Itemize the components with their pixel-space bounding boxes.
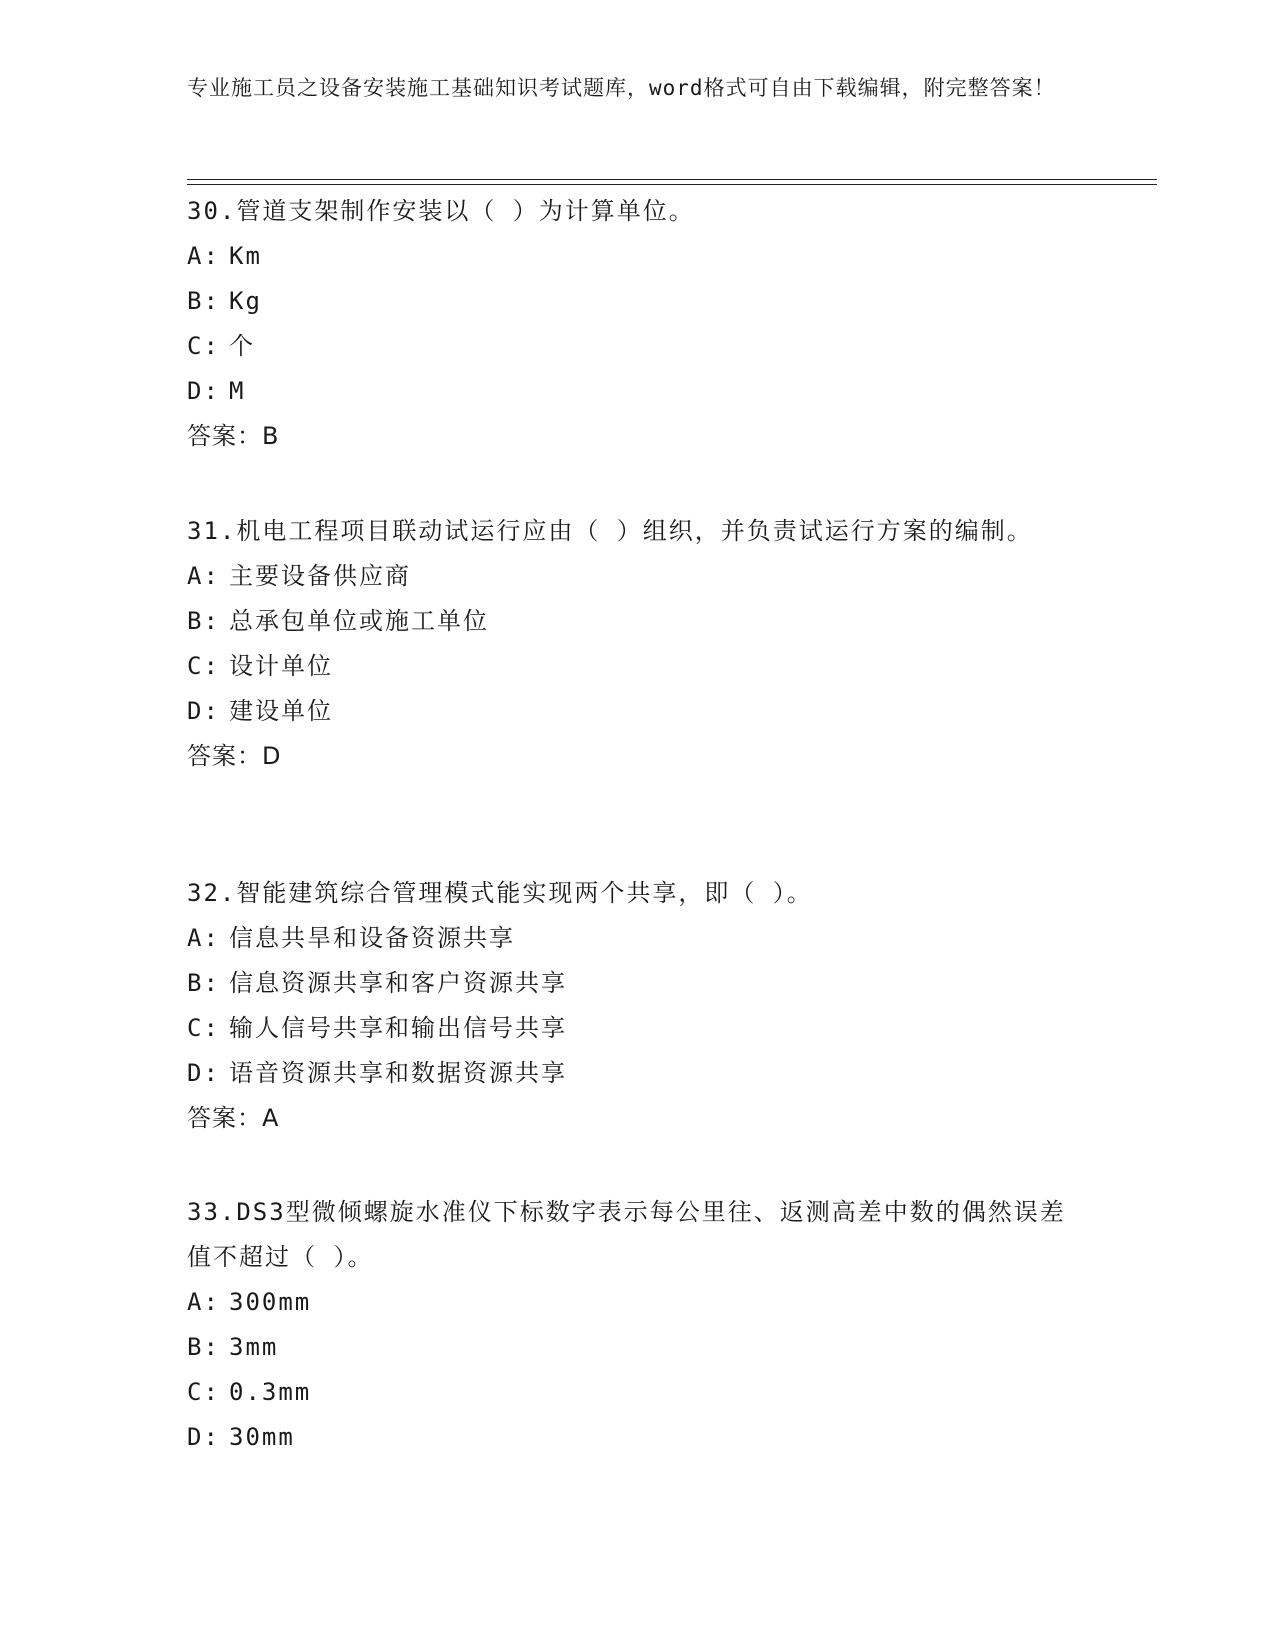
option-d bbox=[187, 689, 1087, 734]
option-text: 设计单位 bbox=[229, 652, 333, 680]
option-key: B: bbox=[187, 287, 220, 315]
option-text: Km bbox=[229, 242, 262, 270]
option-c bbox=[187, 324, 1087, 369]
option-text: 0.3mm bbox=[229, 1378, 312, 1406]
option-key: A: bbox=[187, 242, 220, 270]
question-stem: 30.管道支架制作安装以（ ）为计算单位。 bbox=[187, 197, 695, 225]
option-key: C: bbox=[187, 652, 220, 680]
option-text: 信息资源共享和客户资源共享 bbox=[229, 969, 567, 997]
answer-line: 答案：B bbox=[187, 422, 280, 450]
question-stem: 33.DS3型微倾螺旋水准仪下标数字表示每公里往、返测高差中数的偶然误差值不超过（ ）。 bbox=[187, 1198, 1066, 1271]
option-text: 30mm bbox=[229, 1423, 295, 1451]
option-b bbox=[187, 961, 1087, 1006]
question-stem: 32.智能建筑综合管理模式能实现两个共享，即（ ）。 bbox=[187, 879, 813, 907]
question-30 bbox=[187, 189, 1087, 459]
option-key: C: bbox=[187, 1014, 220, 1042]
answer-line: 答案：A bbox=[187, 1104, 280, 1132]
option-b bbox=[187, 1325, 1087, 1370]
option-text: Kg bbox=[229, 287, 262, 315]
option-text: 信息共旱和设备资源共享 bbox=[229, 924, 515, 952]
option-text: M bbox=[229, 377, 246, 405]
option-key: D: bbox=[187, 1423, 220, 1451]
option-b bbox=[187, 599, 1087, 644]
option-b bbox=[187, 279, 1087, 324]
option-key: B: bbox=[187, 969, 220, 997]
option-key: B: bbox=[187, 1333, 220, 1361]
option-key: D: bbox=[187, 697, 220, 725]
option-key: C: bbox=[187, 1378, 220, 1406]
question-stem: 31.机电工程项目联动试运行应由（ ）组织，并负责试运行方案的编制。 bbox=[187, 517, 1033, 545]
option-text: 总承包单位或施工单位 bbox=[229, 607, 489, 635]
option-a bbox=[187, 554, 1087, 599]
question-31 bbox=[187, 509, 1087, 779]
option-d bbox=[187, 1051, 1087, 1096]
option-text: 3mm bbox=[229, 1333, 279, 1361]
option-d bbox=[187, 1415, 1087, 1460]
option-text: 输人信号共享和输出信号共享 bbox=[229, 1014, 567, 1042]
option-c bbox=[187, 644, 1087, 689]
header-divider-top bbox=[187, 179, 1157, 180]
option-text: 语音资源共享和数据资源共享 bbox=[229, 1059, 567, 1087]
option-a bbox=[187, 234, 1087, 279]
option-a bbox=[187, 916, 1087, 961]
question-32 bbox=[187, 871, 1087, 1141]
question-33 bbox=[187, 1190, 1087, 1460]
header-divider-bottom bbox=[187, 184, 1157, 185]
option-key: D: bbox=[187, 1059, 220, 1087]
option-text: 300mm bbox=[229, 1288, 312, 1316]
option-c bbox=[187, 1006, 1087, 1051]
option-key: C: bbox=[187, 332, 220, 360]
answer-line: 答案：D bbox=[187, 742, 282, 770]
option-text: 建设单位 bbox=[229, 697, 333, 725]
option-text: 主要设备供应商 bbox=[229, 562, 411, 590]
option-d bbox=[187, 369, 1087, 414]
option-a bbox=[187, 1280, 1087, 1325]
option-key: B: bbox=[187, 607, 220, 635]
document-header: 专业施工员之设备安装施工基础知识考试题库，word格式可自由下载编辑，附完整答案！ bbox=[187, 76, 1056, 100]
option-text: 个 bbox=[229, 332, 255, 360]
option-key: A: bbox=[187, 1288, 220, 1316]
option-c bbox=[187, 1370, 1087, 1415]
option-key: A: bbox=[187, 562, 220, 590]
option-key: D: bbox=[187, 377, 220, 405]
option-key: A: bbox=[187, 924, 220, 952]
